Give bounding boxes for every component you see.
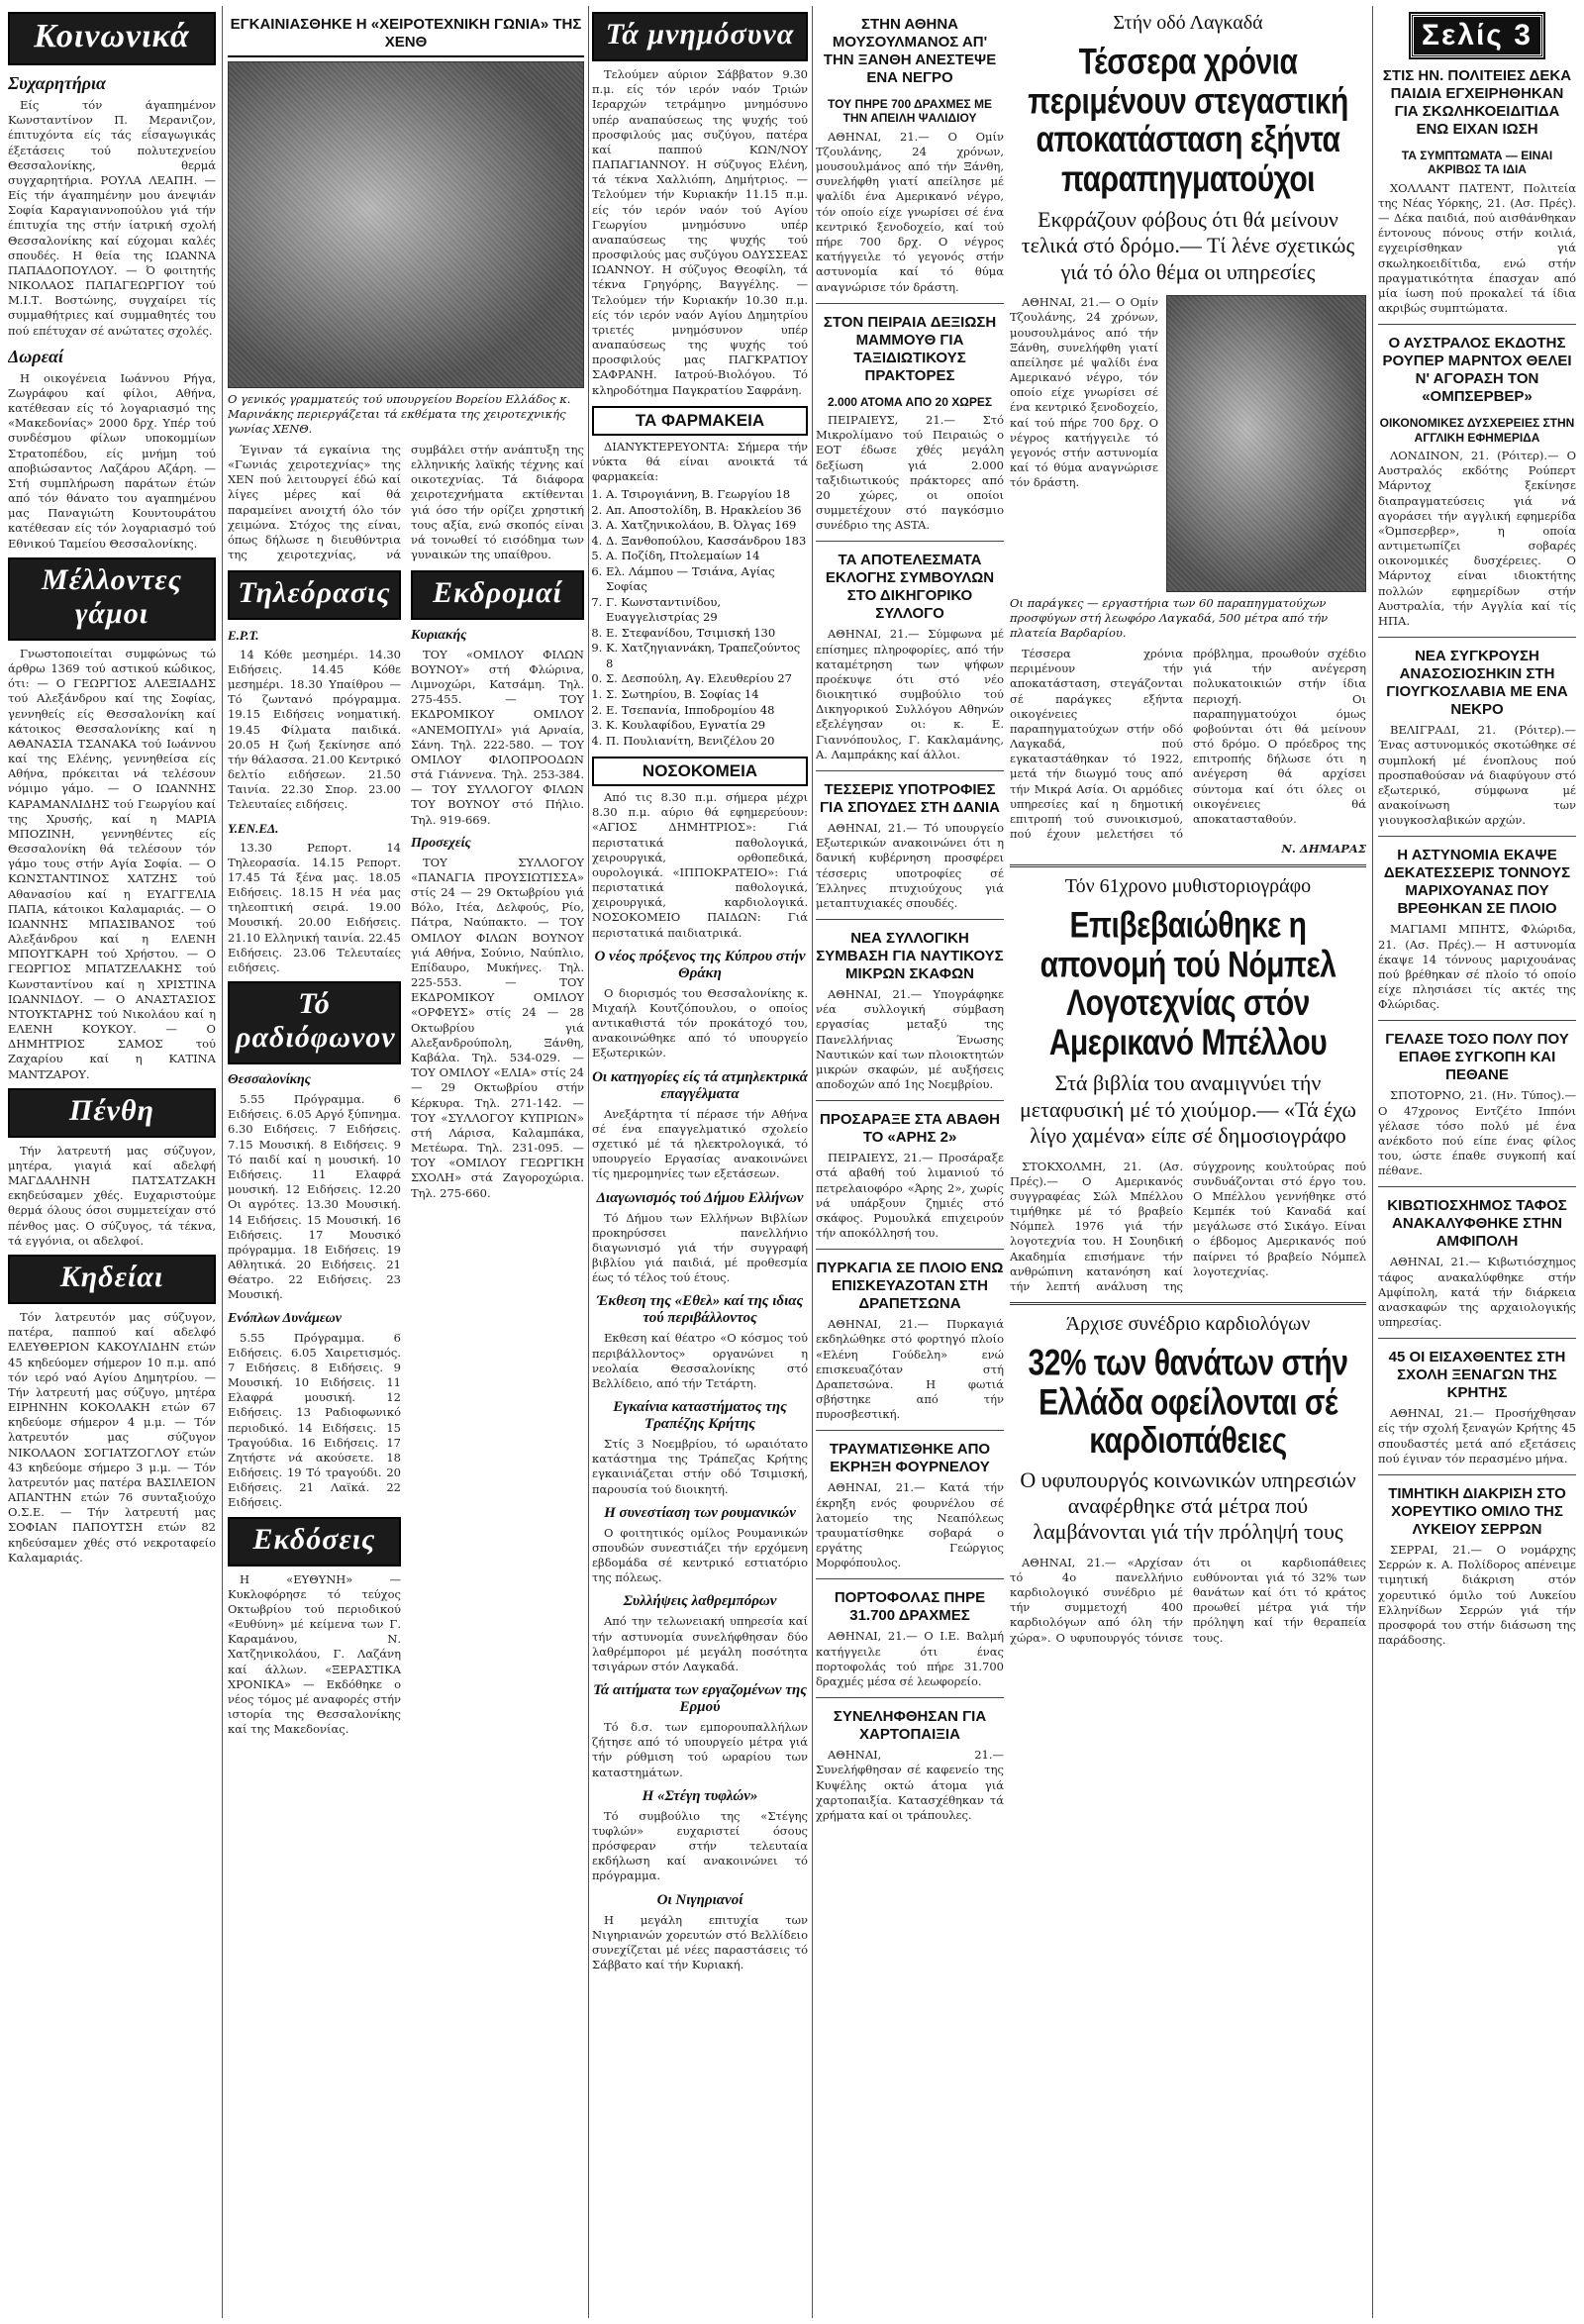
foreign-text-6: ΑΘΗΝΑΙ, 21.— Κιβωτιόσχημος τάφος ανακαλύφθηκε στήν Αμφίπολη, κατά τήν διάρκεια ανασκαφών της αρχαιολογικής υπηρεσίας. [1378,1255,1576,1330]
tv-yened-text: 13.30 Ρεπορτ. 14 Τηλεορασία. 14.15 Ρεπορτ. 17.45 Τά ξένα μας. 18.05 Ειδήσεις. 18.15 Η νέα μας τηλεοπτική σειρά. 19.00 Μουσική. 20.00 Ειδήσεις. 21.10 Ελληνική ταινία. 22.45 Ειδήσεις. 23.06 Τελευταίες ειδήσεις. [228,840,401,974]
note-body: Από την τελωνειακή υπηρεσία καί τήν αστυνομία συνελήφθησαν δύο λαθρέμποροι μέ μεγάλη ποσότητα τσιγάρων στόν Λαγκαδά. [592,1614,808,1673]
foreign-text-7: ΑΘΗΝΑΙ, 21.— Προσήχθησαν είς τήν σχολή ξεναγών Κρήτης 45 σπουδαστές μετά από εξετάσεις πού έγιναν τόν περασμένο μήνα. [1378,1406,1576,1465]
brief-text-2: ΠΕΙΡΑΙΕΥΣ, 21.— Στό Μικρολίμανο τού Πειραιώς ο ΕΟΤ έδωσε χθές μεγάλη δεξίωση γιά 2.000 ταξιδιωτικούς πράκτορες από 20 χώρες, οι οποίοι συμμετέχουν στό παγκόσμιο συνέδριο της ASTA. [816,413,1004,533]
short-notes [592,949,808,1973]
lagkada-kicker: Στήν οδό Λαγκαδά [1113,12,1263,34]
foreign-headline-3: ΝΕΑ ΣΥΓΚΡΟΥΣΗ ΑΝΑΣΟΣΙΟΣΗΚΙΝ ΣΤΗ ΓΙΟΥΓΚΟΣΛΑΒΙΑ ΜΕ ΕΝΑ ΝΕΚΡΟ [1386,648,1568,719]
lagkada-caption: Οι παράγκες — εργαστήρια των 60 παραπηγματούχων προσφύγων στή λεωφόρο Λαγκαδά, 500 μέτρα από τήν πλατεία Βαρδαρίου. [1010,596,1329,641]
brief-text-6: ΠΕΙΡΑΙΕΥΣ, 21.— Προσάραξε στά αβαθή τού λιμανιού τό πετρελαιοφόρο «Άρης 2», χωρίς νά υπάρξουν ζημιές στό σκάφος. Ρυμουλκά επιχειρούν τήν αποκόλλησή του. [816,1151,1004,1241]
column-rule [1372,6,1373,2318]
section-banner-mourning: Πένθη [8,1088,216,1138]
nobel-text: ΣΤΟΚΧΟΛΜΗ, 21. (Ασ. Πρές).— Ο Αμερικανός συγγραφέας Σώλ Μπέλλου τιμήθηκε μέ τό βραβείο Νόμπελ 1976 γιά τήν λογοτεχνία του. Η Σουηδική Ακαδημία επισήμανε τήν ανθρώπινη κατανόηση καί τήν λεπτή ανάλυση της σύγχρονης κουλτούρας πού συνδυάζονται στό έργο του. Ο Μπέλλου γεννήθηκε στό Κεμπέκ τού Καναδά καί μεγάλωσε στό Σικάγο. Είναι ο έβδομος Αμερικανός πού παίρνει τό βραβείο Νόμπελ λογοτεχνίας. [1010,1159,1366,1293]
note-body: Ανεξάρτητα τί πέρασε τήν Αθήνα σέ ένα επαγγελματικό σχολείο σχετικό μέ τά ηλεκτρολογικά, τό υπουργείο Εργασίας ανακοινώνει τίς ημερομηνίες των εξετάσεων. [592,1106,808,1181]
foreign-text-4: ΜΑΓΙΑΜΙ ΜΠΗΤΣ, Φλώριδα, 21. (Ασ. Πρές).— Η αστυνομία έκαψε 14 τόννους μαριχουάνας πού βρέθηκαν σέ πλοίο τό οποίο είχε πλησιάσει τίς ακτές της Φλώριδας. [1378,922,1576,1012]
column-notices [592,6,808,2318]
mourning-text: Τήν λατρευτή μας σύζυγον, μητέρα, γιαγιά καί αδελφή ΜΑΓΔΑΛΗΝΗ ΠΑΤΣΑΤΖΑΚΗ εκηδεύσαμεν χθές. Ευχαριστούμε θερμά όλους όσοι συμμετείχαν στό πένθος μας. Ο σύζυγος, τά τέκνα, τά εγγόνια, οι αδελφοί. [8,1143,216,1248]
thanks-title: Συχαρητήρια [8,73,106,93]
funerals-text: Τόν λατρευτόν μας σύζυγον, πατέρα, παππού καί αδελφό ΕΛΕΥΘΕΡΙΟΝ ΚΑΚΟΥΛΙΔΗΝ ετών 45 κηδεύομεν σήμερον 10 π.μ. από τόν ιερό ναό Αγίου Δημητρίου. — Τήν λατρευτή μας σύζυγο, μητέρα ΕΙΡΗΝΗΝ ΚΟΚΟΛΑΚΗ ετών 67 κηδεύομε σήμερον 4 μ.μ. — Τόν λατρευτόν μας σύζυγον ΝΙΚΟΛΑΟΝ ΣΟΓΙΑΤΖΟΓΛΟΥ ετών 43 κηδεύομε σήμερο 3 μ.μ. — Τόν λατρευτόν μας πατέρα ΒΑΣΙΛΕΙΟΝ ΑΠΑΝΤΗΝ ετών 76 συνταξιούχο Ο.Σ.Ε. — Τήν λατρευτή μας ΣΟΦΙΑΝ ΠΑΠΟΥΤΣΗ ετών 82 κηδεύσαμεν χθές στό νεκροταφείο Καλαμαριάς. [8,1310,216,1565]
foreign-headline-8: ΤΙΜΗΤΙΚΗ ΔΙΑΚΡΙΣΗ ΣΤΟ ΧΟΡΕΥΤΙΚΟ ΟΜΙΛΟ ΤΗΣ ΛΥΚΕΙΟΥ ΣΕΡΡΩΝ [1388,1484,1566,1538]
column-foreign [1378,6,1576,2318]
brief-headline-3: ΤΑ ΑΠΟΤΕΛΕΣΜΑΤΑ ΕΚΛΟΓΗΣ ΣΥΜΒΟΥΛΩΝ ΣΤΟ ΔΙΚΗΓΟΡΙΚΟ ΣΥΛΛΟΓΟ [825,552,995,623]
cardio-headline: 32% των θανάτων στήν Ελλάδα οφείλονται σέ καρδιοπάθειες [1028,1342,1348,1462]
note-body: Η μεγάλη επιτυχία των Νιγηριανών χορευτών στό Βελλίδειο συνεχίζεται μέ νέες παραστάσεις τό Σάββατο καί τήν Κυριακή. [592,1912,808,1972]
pharmacy-item: 6. Ελ. Λάμπου — Τσιάνα, Αγίας Σοφίας [606,564,808,595]
foreign-text-3: ΒΕΛΙΓΡΑΔΙ, 21. (Ρόιτερ).— Ένας αστυνομικός σκοτώθηκε σέ συμπλοκή μέ ένοπλους πού προσπαθούσαν νά διαφύγουν στό εξωτερικό, σύμφωνα μέ ανακοίνωση των γιουγκοσλαβικών αρχών. [1378,723,1576,828]
foreign-text-1: ΧΟΛΛΑΝΤ ΠΑΤΕΝΤ, Πολιτεία της Νέας Υόρκης, 21. (Ασ. Πρές).— Δέκα παιδιά, πού αισθάνθηκαν έντονους πόνους στήν κοιλιά, εγχειρίσθηκαν γιά σκωληκοειδίτιδα, ενώ στήν πραγματικότητα έπασχαν από μία ίωση πού προκαλεί τά ίδια ακριβώς συμπτώματα. [1378,180,1576,316]
handicraft-story: Έγιναν τά εγκαίνια της «Γωνιάς χειροτεχνίας» της ΧΕΝ πού λειτουργεί έδώ καί λίγες μέρες καί θά παραμείνει ανοιχτή όλο τόν χειμώνα. Στόχος της είναι, όπως δήλωσε η διευθύντρια της χειροτεχνίας, νά συμβάλει στήν ανάπτυξη της ελληνικής λαϊκής τέχνης καί οικοτεχνίας. Τά διάφορα χειροτεχνήματα εκτίθενται γιά όσο τήν ορίζει χρηστική τους αξία, ενώ σκοπός είναι νά τονωθεί τό εισόδημα των γυναικών της υπαίθρου. [228,442,584,562]
section-banner-excursions: Εκδρομαί [411,570,584,620]
foreign-headline-5: ΓΕΛΑΣΕ ΤΟΣΟ ΠΟΛΥ ΠΟΥ ΕΠΑΘΕ ΣΥΓΚΟΠΗ ΚΑΙ ΠΕΘΑΝΕ [1385,1031,1569,1084]
brief-headline-7: ΠΥΡΚΑΓΙΑ ΣΕ ΠΛΟΙΟ ΕΝΩ ΕΠΙΣΚΕΥΑΖΟΤΑΝ ΣΤΗ ΔΡΑΠΕΤΣΩΝΑ [816,1260,1004,1313]
cardio-deck: Ο υφυπουργός κοινωνικών υπηρεσιών αναφέρθηκε στά μέτρα πού λαμβάνονται γιά τήν πρόληψή τους [1020,1466,1356,1545]
note-title: Έκθεση της «Εθελ» καί της ιδιας τού περιβάλλοντος [596,1293,804,1327]
brief-text-3: ΑΘΗΝΑΙ, 21.— Σύμφωνα μέ επίσημες πληροφορίες, από τήν καταμέτρηση των ψήφων προέκυψε ότι στό νέο διοικητικό συμβούλιο τού Δικηγορικού Συλλόγου Αθηνών εξελέγησαν οι: κ. Ε. Γιαννόπουλος, Γ. Κακλαμάνης, Α. Λαμπράκης καί άλλοι. [816,627,1004,761]
column-rule [588,6,589,2318]
foreign-headline-6: ΚΙΒΩΤΙΟΣΧΗΜΟΣ ΤΑΦΟΣ ΑΝΑΚΑΛΥΦΘΗΚΕ ΣΤΗΝ ΑΜΦΙΠΟΛΗ [1387,1197,1567,1251]
brief-text-1: ΑΘΗΝΑΙ, 21.— Ο Ομίν Τζουλάνης, 24 χρόνων, μουσουλμάνος από τήν Ξάνθη, συνελήφθη γιατί απείλησε μέ ψαλίδι ένα Αμερικανό νέγρο, τόν οποίο είχε γνωρίσει σέ ένα κεντρικό ξενοδοχείο, καί τού πήρε 700 δρχ. Ο νέγρος κατήγγειλε τό γεγονός στήν αστυνομία καί τό θύμα αναγνώρισε τόν δράστη. [816,129,1004,294]
foreign-headline-2: Ο ΑΥΣΤΡΑΛΟΣ ΕΚΔΟΤΗΣ ΡΟΥΠΕΡ ΜΑΡΝΤΟΧ ΘΕΛΕΙ Ν' ΑΓΟΡΑΣΗ ΤΟΝ «ΟΜΠΣΕΡΒΕΡ» [1382,335,1572,406]
column-briefs [816,6,1004,2318]
pharmacy-item: 13. Κ. Κουλαφίδου, Εγνατία 29 [606,718,808,734]
brief-text-9: ΑΘΗΝΑΙ, 21.— Ο Ι.Ε. Βαλμή κατήγγειλε ότι ένας πορτοφολάς τού πήρε 31.700 δραχμές μέσα σέ λεωφορείο. [816,1629,1004,1688]
foreign-headline-4: Η ΑΣΤΥΝΟΜΙΑ ΕΚΑΨΕ ΔΕΚΑΤΕΣΣΕΡΙΣ ΤΟΝΝΟΥΣ ΜΑΡΙΧΟΥΑΝΑΣ ΠΟΥ ΒΡΕΘΗΚΑΝ ΣΕ ΠΛΟΙΟ [1383,847,1571,918]
weddings-text: Γνωστοποιείται συμφώνως τώ άρθρω 1369 τού αστικού κώδικος, ότι: — Ο ΓΕΩΡΓΙΟΣ ΑΛΕΞΙΑΔΗΣ τού Αλεξάνδρου καί της Σοφίας, γεννηθείς είς Θεσσαλονίκη καί κάτοικος Θεσσαλονίκης καί η ΑΘΑΝΑΣΙΑ ΤΣΑΝΑΚΑ τού Ιωάννου καί της Ελένης, γεννηθείσα είς Αθήνα, πρόκειται νά τελέσουν νόμιμο γάμο. — Ο ΙΩΑΝΝΗΣ ΚΑΡΑΜΑΝΛΙΔΗΣ τού Γεωργίου καί της Χρυσής, καί η ΜΑΡΙΑ ΜΠΟΖΙΝΗ, γεννηθέντες είς Θεσσαλονίκη θά τελέσουν τόν γάμο τους στήν Αγία Σοφία. — Ο ΚΩΝΣΤΑΝΤΙΝΟΣ ΧΑΤΖΗΣ τού Αθανασίου καί η ΕΥΑΓΓΕΛΙΑ ΠΑΠΑ, κάτοικοι Καλαμαριάς. — Ο ΙΩΑΝΝΗΣ ΜΠΑΣΙΒΑΝΟΣ τού Αλεξάνδρου καί η ΕΛΕΝΗ ΜΠΟΥΓΚΑΡΗ τού Χρήστου. — Ο ΓΕΩΡΓΙΟΣ ΜΠΑΤΖΕΛΑΚΗΣ τού Κωνσταντίνου καί η ΧΡΙΣΤΙΝΑ ΙΩΑΝΝΙΔΟΥ. — Ο ΑΝΑΣΤΑΣΙΟΣ ΝΤΟΥΚΤΑΡΗΣ τού Νικολάου καί η ΕΛΕΝΗ ΚΟΥΚΟΥ. — Ο ΔΗΜΗΤΡΙΟΣ ΣΑΜΟΣ τού Ζαχαρίου καί η ΚΑΤΙΝΑ ΜΑΝΤΖΑΡΟΥ. [8,646,216,1081]
column-rule [812,6,813,2318]
handicraft-caption: Ο γενικός γραμματεύς τού υπουργείου Βορείου Ελλάδος κ. Μαρινάκης περιεργάζεται τά εκθέματα της χειροτεχνικής γωνίας ΧΕΝΘ. [228,392,571,436]
note-title: Η συνεστίαση των ρουμανικών [604,1504,796,1521]
column-social [8,6,216,2318]
foreign-sub-2: ΟΙΚΟΝΟΜΙΚΕΣ ΔΥΣΧΕΡΕΙΕΣ ΣΤΗΝ ΑΓΓΛΙΚΗ ΕΦΗΜΕΡΙΔΑ [1379,416,1575,445]
foreign-headline-7: 45 ΟΙ ΕΙΣΑΧΘΕΝΤΕΣ ΣΤΗ ΣΧΟΛΗ ΞΕΝΑΓΩΝ ΤΗΣ ΚΡΗΤΗΣ [1388,1349,1566,1402]
hospitals-title: ΝΟΣΟΚΟΜΕΙΑ [592,757,808,786]
radio-text2: 5.55 Πρόγραμμα. 6 Ειδήσεις. 6.05 Χαιρετισμός. 7 Ειδήσεις. 8 Ειδήσεις. 9 Μουσική. 10 Ειδήσεις. 11 Ελαφρά μουσική. 12 Ειδήσεις. 13 Ραδιοφωνικό περιοδικό. 14 Ειδήσεις. 15 Τραγούδια. 16 Ειδήσεις. 17 Ζητήστε νά ακούσετε. 18 Ειδήσεις. 19 Τό τραγούδι. 20 Ειδήσεις. 21 Λαϊκά. 22 Ειδήσεις. [228,1330,401,1510]
brief-text-4: ΑΘΗΝΑΙ, 21.— Τό υπουργείο Εξωτερικών ανακοινώνει ότι η δανική κυβέρνηση προσφέρει τέσσερις υποτροφίες σέ Έλληνες πτυχιούχους γιά μεταπτυχιακές σπουδές. [816,820,1004,910]
publications-text: Η «ΕΥΘΥΝΗ» — Κυκλοφόρησε τό τεύχος Οκτωβρίου τού περιοδικού «Ευθύνη» μέ κείμενα των Γ. Καραμάνου, Ν. Χατζηνικολάου, Γ. Λαζάνη καί άλλων. «ΞΕΡΑΣΤΙΚΑ ΧΡΟΝΙΚΑ» — Εκδόθηκε ο νέος τόμος μέ αναφορές στήν ιστορία της Θεσσαλονίκης καί της Μακεδονίας. [228,1571,401,1737]
lagkada-signature: Ν. ΔΗΜΑΡΑΣ [1281,842,1366,857]
note-body: Τό συμβούλιο της «Στέγης τυφλών» ευχαριστεί όσους πρόσφεραν στήν τελευταία εκδήλωση καί ανακοινώνει τό πρόγραμμα. [592,1808,808,1883]
brief-headline-6: ΠΡΟΣΑΡΑΞΕ ΣΤΑ ΑΒΑΘΗ ΤΟ «ΑΡΗΣ 2» [820,1111,1000,1147]
excursions-text2: ΤΟΥ ΣΥΛΛΟΓΟΥ «ΠΑΝΑΓΙΑ ΠΡΟΥΣΙΩΤΙΣΣΑ» στίς 24 — 29 Οκτωβρίου γιά Βόλο, Ιτέα, Δελφούς, Ρίο, Πάτρα, Ναύπακτο. — ΤΟΥ ΟΜΙΛΟΥ ΦΙΛΩΝ ΒΟΥΝΟΥ γιά Αθήνα, Σούνιο, Ναύπλιο, Επίδαυρο, Μυκήνες. Τηλ. 225-553. — ΤΟΥ ΕΚΔΡΟΜΙΚΟΥ ΟΜΙΛΟΥ «ΟΡΦΕΥΣ» στίς 24 — 28 Οκτωβρίου γιά Αλεξανδρούπολη, Ξάνθη, Καβάλα. Τηλ. 534-029. — ΤΟΥ ΟΜΙΛΟΥ «ΕΛΙΑ» στίς 24 — 29 Οκτωβρίου στήν Κέρκυρα. Τηλ. 271-142. — ΤΟΥ «ΣΥΛΛΟΓΟΥ ΚΥΠΡΙΩΝ» στή Λάρισα, Καλαμπάκα, Μετέωρα. Τηλ. 231-095. — ΤΟΥ «ΟΜΙΛΟΥ ΓΕΩΡΓΙΚΗ ΣΧΟΛΗ» στά Ζαγοροχώρια. Τηλ. 275-660. [411,855,584,1200]
pharmacy-item: 10. Σ. Δεσπούλη, Αγ. Ελευθερίου 27 [606,671,808,687]
brief-headline-1: ΣΤΗΝ ΑΘΗΝΑ ΜΟΥΣΟΥΛΜΑΝΟΣ ΑΠ' ΤΗΝ ΞΑΝΘΗ ΑΝΕΣΤΕΨΕ ΕΝΑ ΝΕΓΡΟ [823,16,997,86]
handicraft-headline: ΕΓΚΑΙΝΙΑΣΘΗΚΕ Η «ΧΕΙΡΟΤΕΧΝΙΚΗ ΓΩΝΙΑ» ΤΗΣ ΧΕΝΘ [228,16,584,57]
radio-sub1: Θεσσαλονίκης [228,1072,311,1088]
hospitals-text: Από τις 8.30 π.μ. σήμερα μέχρι 8.30 π.μ. αύριο θά εφημερεύουν: «ΑΓΙΟΣ ΔΗΜΗΤΡΙΟΣ»: Γιά περιστατικά παθολογικά, χειρουργικά, ορθοπεδικά, ουρολογικά. «ΙΠΠΟΚΡΑΤΕΙΟ»: Γιά περιστατικά παθολογικά, χειρουργικά, καρδιολογικά. ΝΟΣΟΚΟΜΕΙΟ ΠΑΙΔΩΝ: Γιά περιστατικά παιδιατρικά. [592,790,808,940]
pharmacy-item: 8. Ε. Στεφανίδου, Τσιμισκή 130 [606,626,808,642]
thanks-text: Είς τόν άγαπημένον Κωνσταντίνον Π. Μερανιζον, έπιτυχόντα είς τάς εΐσαγωγικάς έξετάσεις τού πολυτεχνείου Θεσσαλονίκης, θερμά συγχαρητήρια. ΡΟΥΛΑ ΛΕΑΠΗ. — Είς τήν άγαπημένην μου άνεψιάν Σοφία Καραγιαννοπούλου γιά τήν έπιτυχία της στήν ίατρική σχολή Θεσσαλονίκης καί εύχομαι καλές σπουδές. Η θεία της ΙΩΑΝΝΑ ΠΑΠΑΔΟΠΟΥΛΟΥ. — Ό φοιτητής ΝΙΚΟΛΑΟΣ ΠΑΠΑΓΕΩΡΓΙΟΥ τού Μ.Ι.Τ. Βοστώνης, συγχαίρει τίς συμμαθήτριες καί συμμαθητές του πού επέτυχαν σέ ανώτατες σχολές. [8,98,216,338]
excursions-sub: Κυριακής [411,627,467,643]
brief-text-7: ΑΘΗΝΑΙ, 21.— Πυρκαγιά εκδηλώθηκε στό φορτηγό πλοίο «Ελένη Γούδελη» ενώ επισκευαζόταν στή Δραπετσώνα. Η φωτιά σβήστηκε από τήν πυροσβεστική. [816,1317,1004,1422]
pharmacies-intro: ΔΙΑΝΥΚΤΕΡΕΥΟΝΤΑ: Σήμερα τήν νύκτα θά είναι ανοικτά τά φαρμακεία: [592,439,808,484]
lagkada-story: Τέσσερα χρόνια περιμένουν τήν αποκατάσταση, στεγάζονται σέ παράγκες εξήντα οικογένειες παραπηγματούχων στήν οδό Λαγκαδά, πού εγκαταστάθηκαν τό 1922, μετά τήν διωγμό τους από τήν Μικρά Ασία. Οι αρμόδιες υπηρεσίες καί η δημοτική επιτροπή τού συνοικισμού, πού έχουν μελετήσει τό πρόβλημα, προωθούν σχέδιο γιά τήν ανέγερση πολυκατοικιών στήν ίδια περιοχή. Οι παραπηγματούχοι όμως φοβούνται ότι θά μείνουν στό δρόμο. Ο πρόεδρος της επιτροπής δήλωσε ότι η ανέγερση θά αρχίσει σύντομα καί ότι όλες οι οικογένειες θά αποκατασταθούν. [1010,646,1366,842]
foreign-text-2: ΛΟΝΔΙΝΟΝ, 21. (Ρόιτερ).— Ο Αυστραλός εκδότης Ρούπερτ Μάρντοχ ξεκίνησε διαπραγματεύσεις γιά νά αγοράσει τήν αγγλική εφημερίδα «Όμπσερβερ», η οποία αντιμετωπίζει σοβαρές οικονομικές δυσχέρειες. Ο Μάρντοχ είναι ιδιοκτήτης πολλών εφημερίδων στήν Αυστραλία, τήν Αγγλία καί τίς ΗΠΑ. [1378,449,1576,628]
page-number-badge: Σελίς 3 [1411,14,1543,57]
brief-text-5: ΑΘΗΝΑΙ, 21.— Υπογράφηκε νέα συλλογική σύμβαση εργασίας μεταξύ της Πανελλήνιας Ένωσης Ναυτικών καί των πλοιοκτητών μικρών σκαφών, μέ αυξήσεις αποδοχών από 1ης Νοεμβρίου. [816,987,1004,1092]
pharmacy-item: 2. Απ. Αποστολίδη, Β. Ηρακλείου 36 [606,503,808,519]
radio-text1: 5.55 Πρόγραμμα. 6 Ειδήσεις. 6.05 Αργό ξύπνημα. 6.30 Ειδήσεις. 7 Ειδήσεις. 7.15 Μουσική. 8 Ειδήσεις. 9 Τό παιδί καί η μουσική. 10 Ειδήσεις. 11 Ελαφρά μουσική. 12 Ειδήσεις. 12.20 Οι αγρότες. 13.30 Μουσική. 14 Ειδήσεις. 15 Μουσική. 16 Ειδήσεις. 17 Μουσικό πρόγραμμα. 18 Ειδήσεις. 19 Αθλητικά. 20 Ειδήσεις. 21 Θέατρο. 22 Ειδήσεις. 23 Μουσική. [228,1092,401,1302]
section-banner-publications: Εκδόσεις [228,1517,401,1566]
cardio-text: ΑΘΗΝΑΙ, 21.— «Αρχίσαν τό 4ο πανελλήνιο καρδιολογικό συνέδριο μέ τήν συμμετοχή 400 καρδιολόγων από όλη τήν χώρα». Ο υφυπουργός τόνισε ότι οι καρδιοπάθειες ευθύνονται γιά τό 32% των θανάτων καί ότι τό κράτος προωθεί μέτρα γιά τήν πρόληψη καί τήν θεραπεία τους. [1010,1555,1366,1645]
note-title: Οι κατηγορίες είς τά ατμηλεκτρικά επαγγέλματα [592,1068,808,1102]
tv-yened-label: Υ.ΕΝ.ΕΔ. [228,820,279,836]
note-body: Τό δ.σ. των εμπορουπαλλήλων ζήτησε από τό υπουργείο μέτρα γιά τήν ρύθμιση τού ωραρίου των καταστημάτων. [592,1720,808,1779]
note-title: Η «Στέγη τυφλών» [642,1787,758,1804]
excursions-text: ΤΟΥ «ΟΜΙΛΟΥ ΦΙΛΩΝ ΒΟΥΝΟΥ» στή Φλώρινα, Λιμνοχώρι, Κατσάμη. Τηλ. 275-455. — ΤΟΥ ΕΚΔΡΟΜΙΚΟΥ ΟΜΙΛΟΥ «ΑΝΕΜΟΠΥΛΙ» γιά Αρναία, Σάνη. Τηλ. 222-580. — ΤΟΥ ΟΜΙΛΟΥ ΦΙΛΟΠΡΟΟΔΩΝ στά Γιάννενα. Τηλ. 253-384. — ΤΟΥ ΣΥΛΛΟΓΟΥ ΦΙΛΩΝ ΤΟΥ ΒΟΥΝΟΥ στό Πήλιο. Τηλ. 919-669. [411,647,584,827]
pharmacy-item: 3. Α. Χατζηνικολάου, Β. Όλγας 169 [606,518,808,534]
brief-sub-1: ΤΟΥ ΠΗΡΕ 700 ΔΡΑΧΜΕΣ ΜΕ ΤΗΝ ΑΠΕΙΛΗ ΨΑΛΙΔΙΟΥ [828,97,992,126]
pharmacy-item: 1. Α. Τσιρογιάννη, Β. Γεωργίου 18 [606,487,808,503]
note-body: Τό Δήμου των Ελλήνων Βιβλίων προκηρύσσει πανελλήνιο διαγωνισμό γιά τήν συγγραφή βιβλίου γιά παιδιά, μέ προθεσμία έως τό τέλος τού έτους. [592,1210,808,1285]
note-body: Εκθεση καί θέατρο «Ο κόσμος τού περιβάλλοντος» οργανώνει η νεολαία Θεσσαλονίκης στό Βελλίδειο, από τήν Τετάρτη. [592,1331,808,1390]
note-title: Ο νέος πρόξενος της Κύπρου στήν Θράκη [594,948,806,981]
section-banner-social: Κοινωνικά [8,12,216,65]
foreign-sub-1: ΤΑ ΣΥΜΠΤΩΜΑΤΑ — ΕΙΝΑΙ ΑΚΡΙΒΩΣ ΤΑ ΙΔΙΑ [1401,149,1553,177]
pharmacies-title: ΤΑ ΦΑΡΜΑΚΕΙΑ [592,406,808,436]
memorials-text: Τελούμεν αύριον Σάββατον 9.30 π.μ. είς τόν ιερόν ναόν Τριών Ιεραρχών τετράμηνο μνημόσυνο υπέρ αναπαύσεως της ψυχής τού προσφιλούς μας συζύγου, πατέρα καί παππού ΚΩΝ/ΝΟΥ ΠΑΠΑΓΙΑΝΝΟΥ. Η σύζυγος Ελένη, τά τέκνα Χαλλιόπη, Δημήτριος. — Τελούμεν τήν Κυριακήν 11.15 π.μ. είς τόν ιερόν ναόν τού Αγίου Γεωργίου μνημόσυνο υπέρ αναπαύσεως της ψυχής τού προσφιλούς μας συζύγου ΟΔΥΣΣΕΑΣ ΙΩΑΝΝΟΥ. Η σύζυγος Θεοφίλη, τά τέκνα Γρηγόρης, Βαγγέλης. — Τελούμεν τήν Κυριακήν 10.30 π.μ. είς τόν ιερόν ναόν Αγίου Δημητρίου τριετές μνημόσυνον υπέρ αναπαύσεως της ψυχής τού προσφιλούς μας ΠΑΓΚΡΑΤΙΟΥ ΣΑΦΡΑΝΗ. Ιατρού-Βιολόγου. Τό κληροδότημα Παγκρατίου Σαφράνη. [592,67,808,397]
pharmacy-item: 11. Σ. Σωτηρίου, Β. Σοφίας 14 [606,687,808,703]
handicraft-photo [228,61,584,388]
note-body: Στίς 3 Νοεμβρίου, τό ωραιότατο κατάστημα της Τράπεζας Κρήτης εγκαινιάζεται στήν οδό Τσιμισκή, παρουσία τού διοικητή. [592,1437,808,1496]
radio-sub2: Ενόπλων Δυνάμεων [228,1310,342,1326]
note-title: Συλλήψεις λαθρεμπόρων [623,1593,777,1610]
note-title: Οι Νιγηριανοί [656,1891,743,1908]
section-banner-radio: Τό ραδιόφωνον [228,981,401,1064]
brief-headline-10: ΣΥΝΕΛΗΦΘΗΣΑΝ ΓΙΑ ΧΑΡΤΟΠΑΙΞΙΑ [833,1708,987,1744]
pharmacy-item: 9. Κ. Χατζηγιαννάκη, Τραπεζούντος 8 [606,641,808,671]
brief-text-10: ΑΘΗΝΑΙ, 21.— Συνελήφθησαν σέ καφενείο της Κυψέλης οκτώ άτομα γιά χαρτοπαιξία. Κατασχέθηκαν τά χρήματα καί οι τράπουλες. [816,1748,1004,1822]
lagkada-story-left: ΑΘΗΝΑΙ, 21.— Ο Ομίν Τζουλάνης, 24 χρόνων, μουσουλμάνος από τήν Ξάνθη, συνελήφθη γιατί απείλησε μέ ψαλίδι ένα Αμερικανό νέγρο, τόν οποίο είχε γνωρίσει σέ ένα κεντρικό ξενοδοχείο, καί τού πήρε 700 δρχ. Ο νέγρος κατήγγειλε τό γεγονός στήν αστυνομία καί τό θύμα αναγνώρισε τόν δράστη. [1010,295,1158,490]
section-banner-funerals: Κηδείαι [8,1255,216,1304]
pharmacy-item: 5. Α. Ποζίδη, Πτολεμαίων 14 [606,549,808,564]
section-banner-memorials: Τά μνημόσυνα [592,12,808,61]
brief-headline-5: ΝΕΑ ΣΥΛΛΟΓΙΚΗ ΣΥΜΒΑΣΗ ΓΙΑ ΝΑΥΤΙΚΟΥΣ ΜΙΚΡΩΝ ΣΚΑΦΩΝ [816,930,1004,983]
column-rule [222,6,223,2318]
brief-headline-4: ΤΕΣΣΕΡΙΣ ΥΠΟΤΡΟΦΙΕΣ ΓΙΑ ΣΠΟΥΔΕΣ ΣΤΗ ΔΑΝΙΑ [820,780,1000,816]
tv-ert-label: Ε.Ρ.Τ. [228,627,259,643]
pharmacy-item: 7. Γ. Κωνσταντινίδου, Ευαγγελιστρίας 29 [606,595,808,626]
section-banner-tv: Τηλεόρασις [228,570,401,620]
column-features [1010,6,1366,2318]
cardio-kicker: Άρχισε συνέδριο καρδιολόγων [1065,1313,1311,1336]
note-body: Ο φοιτητικός ομίλος Ρουμανικών σπουδών συνεστιάζει τήν ερχόμενη εβδομάδα σέ κεντρικό εστιατόριο της πόλεως. [592,1525,808,1585]
brief-sub-2: 2.000 ΑΤΟΜΑ ΑΠΟ 20 ΧΩΡΕΣ [827,394,993,409]
brief-headline-9: ΠΟΡΤΟΦΟΛΑΣ ΠΗΡΕ 31.700 ΔΡΑΧΜΕΣ [834,1589,986,1625]
pharmacy-item: 14. Π. Πουλιανίτη, Βενιζέλου 20 [606,734,808,750]
lagkada-deck: Εκφράζουν φόβους ότι θά μείνουν τελικά στό δρόμο.— Τί λένε σχετικώς γιά τό όλο θέμα οι υπηρεσίες [1021,207,1355,284]
brief-headline-2: ΣΤΟΝ ΠΕΙΡΑΙΑ ΔΕΞΙΩΣΗ ΜΑΜΜΟΥΘ ΓΙΑ ΤΑΞΙΔΙΩΤΙΚΟΥΣ ΠΡΑΚΤΟΡΕΣ [823,313,997,384]
pharmacy-item: 12. Ε. Τσεπανία, Ιπποδρομίου 48 [606,703,808,719]
pharmacies-list [592,487,808,749]
nobel-headline: Επιβεβαιώθηκε η απονομή τού Νόμπελ Λογοτεχνίας στόν Αμερικανό Μπέλλου [1040,905,1336,1063]
foreign-headline-1: ΣΤΙΣ ΗΝ. ΠΟΛΙΤΕΙΕΣ ΔΕΚΑ ΠΑΙΔΙΑ ΕΓΧΕΙΡΗΘΗΚΑΝ ΓΙΑ ΣΚΩΛΗΚΟΕΙΔΙΤΙΔΑ ΕΝΩ ΕΙΧΑΝ ΙΩΣΗ [1382,67,1572,138]
gifts-title: Δωρεαί [8,346,63,366]
brief-headline-8: ΤΡΑΥΜΑΤΙΣΘΗΚΕ ΑΠΟ ΕΚΡΗΞΗ ΦΟΥΡΝΕΛΟΥ [829,1441,991,1476]
column-main-left [228,6,584,2318]
note-title: Τά αιτήματα των εργαζομένων της Ερμού [593,1682,807,1716]
note-title: Εγκαίνια καταστήματος της Τραπέζης Κρήτης [613,1399,787,1433]
excursions-sub2: Προσεχείς [411,835,471,851]
lagkada-photo [1166,295,1366,592]
foreign-text-5: ΣΠΟΤΟΡΝΟ, 21. (Ην. Τύπος).— Ο 47χρονος Εντζέτο Ιππόνι γέλασε τόσο πολύ μέ ένα ανέκδοτο πού είπε ένας φίλος του, ώστε έπαθε συγκοπή καί πέθανε. [1378,1088,1576,1178]
nobel-kicker: Τόν 61χρονο μυθιστοριογράφο [1064,875,1312,898]
gifts-text: Η οικογένεια Ιωάννου Ρήγα, Ζωγράφου καί φίλοι, Αθήνα, κατέθεσαν είς τό λογαριασμό της «Μακεδονίας» 2000 δρχ. Υπέρ τού συνδέσμου φίλων υποκομμίων Στρατοπέδου, είς μνήμη τού αποβιώσαντος Λαζάρου Αζάρη. — Στή συμπλήρωση παράτων έτών από τόν θάνατο του αγαπημένου μας Παναγιώτη Κουντουράτου κατέθεσαν είς τόν λογαριασμό τού Εθνικού Ταμείου Θεσσαλονίκης. [8,370,216,551]
subcolumn-excursions [411,564,584,1741]
subcolumn-broadcast [228,564,401,1741]
section-banner-weddings: Μέλλοντες γάμοι [8,557,216,641]
pharmacy-item: 4. Δ. Ξανθοπούλου, Κασσάνδρου 183 [606,534,808,550]
note-title: Διαγωνισμός τού Δήμου Ελλήνων [596,1189,804,1206]
foreign-text-8: ΣΕΡΡΑΙ, 21.— Ο νομάρχης Σερρών κ. Α. Πολίδορος απένειμε τιμητική διάκριση στόν χορευτικό όμιλο τού Λυκείου Ελληνίδων Σερρών γιά τήν προσφορά του στήν διάσωση της παράδοσης. [1378,1542,1576,1648]
lagkada-headline: Τέσσερα χρόνια περιμένουν στεγαστική αποκατάσταση εξήντα παραπηγματούχοι [1028,41,1348,200]
nobel-deck: Στά βιβλία του αναμιγνύει τήν μεταφυσική μέ τό χιούμορ.— «Τά έχω λίγο χαμένα» είπε σέ δημοσιογράφο [1019,1070,1357,1149]
brief-text-8: ΑΘΗΝΑΙ, 21.— Κατά τήν έκρηξη ενός φουρνέλου σέ λατομείο της Νεαπόλεως τραυματίσθηκε σοβαρά ο εργάτης Γεώργιος Μορφόπουλος. [816,1480,1004,1570]
note-body: Ο διορισμός του Θεσσαλονίκης κ. Μιχαήλ Κουτζόπουλου, ο οποίος αντικαθιστά τόν προκάτοχό του, ανακοινώθηκε από τό υπουργείο Εξωτερικών. [592,985,808,1061]
tv-ert-text: 14 Κόθε μεσημέρι. 14.30 Ειδήσεις. 14.45 Κόθε μεσημέρι. 18.30 Υπαίθρου — Τό ζωντανό πρόγραμμα. 19.15 Ειδήσεις νοηματική. 19.45 Φίλματα παιδικά. 20.05 Η ζωή ξεκίνησε από τήν θάλασσα. 21.00 Κεντρικό δελτίο ειδήσεων. 21.50 Ταινία. 22.30 Σπορ. 23.00 Τελευταίες ειδήσεις. [228,647,401,812]
